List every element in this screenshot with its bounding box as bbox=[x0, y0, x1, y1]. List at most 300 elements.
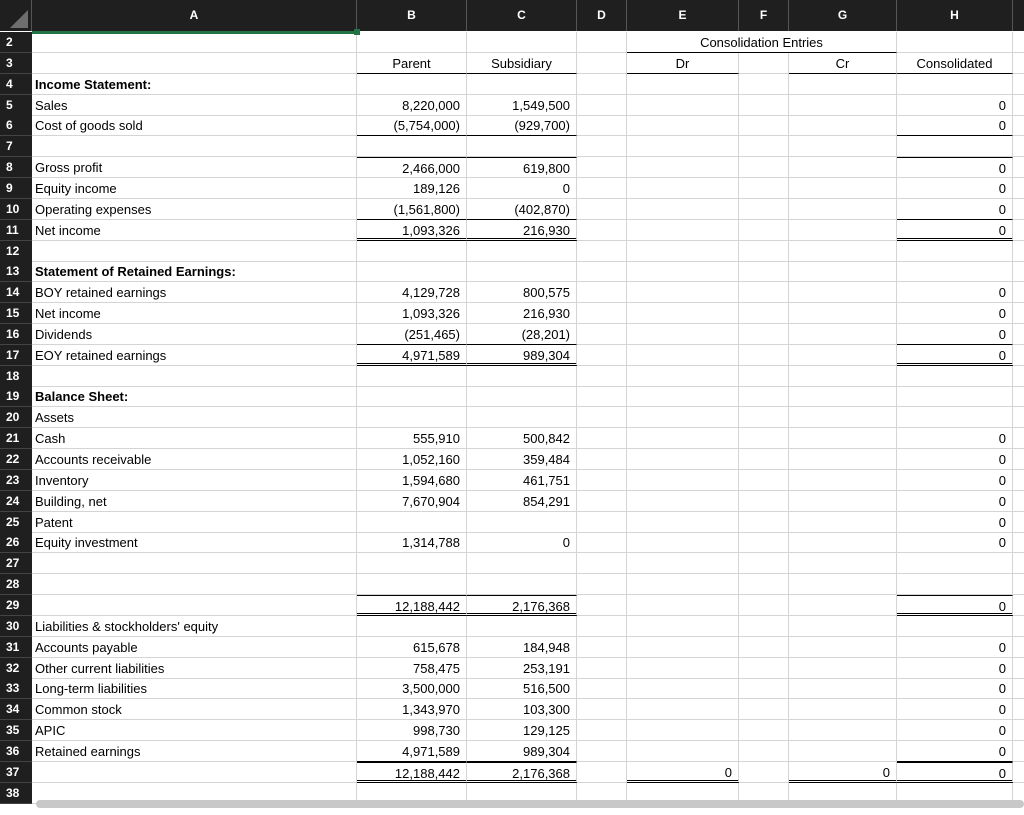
cell-e[interactable] bbox=[627, 324, 739, 345]
cell-b[interactable]: 2,466,000 bbox=[357, 157, 467, 178]
cell-h[interactable]: 0 bbox=[897, 449, 1013, 470]
cell-e[interactable] bbox=[627, 449, 739, 470]
row-header[interactable]: 8 bbox=[0, 157, 32, 178]
row-header[interactable]: 20 bbox=[0, 407, 32, 428]
cell-i[interactable] bbox=[1013, 491, 1024, 512]
cell-c[interactable]: 359,484 bbox=[467, 449, 577, 470]
column-header-f[interactable]: F bbox=[739, 0, 789, 31]
cell-i[interactable] bbox=[1013, 241, 1024, 262]
cell-b[interactable]: 3,500,000 bbox=[357, 678, 467, 699]
cell-h[interactable]: 0 bbox=[897, 762, 1013, 783]
cell-b[interactable]: 1,052,160 bbox=[357, 449, 467, 470]
cell-b[interactable]: 555,910 bbox=[357, 428, 467, 449]
cell-i[interactable] bbox=[1013, 32, 1024, 53]
cell-b[interactable] bbox=[357, 366, 467, 387]
cell-h[interactable]: 0 bbox=[897, 199, 1013, 220]
cell-h[interactable] bbox=[897, 261, 1013, 282]
cell-i[interactable] bbox=[1013, 282, 1024, 303]
cell-i[interactable] bbox=[1013, 470, 1024, 491]
cell-f[interactable] bbox=[739, 741, 789, 762]
cell-a[interactable]: Sales bbox=[32, 95, 357, 116]
row-header[interactable]: 30 bbox=[0, 616, 32, 637]
cell-d[interactable] bbox=[577, 386, 627, 407]
cell-c[interactable]: 184,948 bbox=[467, 637, 577, 658]
cell-a[interactable]: Inventory bbox=[32, 470, 357, 491]
cell-g[interactable] bbox=[789, 199, 897, 220]
cell-c[interactable]: 0 bbox=[467, 178, 577, 199]
cell-d[interactable] bbox=[577, 595, 627, 616]
cell-a[interactable]: Statement of Retained Earnings: bbox=[32, 261, 357, 282]
cell-f[interactable] bbox=[739, 282, 789, 303]
cell-b[interactable]: 7,670,904 bbox=[357, 491, 467, 512]
cell-g[interactable] bbox=[789, 241, 897, 262]
cell-a[interactable]: Gross profit bbox=[32, 157, 357, 178]
cell-g[interactable] bbox=[789, 178, 897, 199]
cell-e[interactable] bbox=[627, 345, 739, 366]
cell-c[interactable]: (929,700) bbox=[467, 115, 577, 136]
cell-b[interactable]: 615,678 bbox=[357, 637, 467, 658]
cell-g[interactable] bbox=[789, 366, 897, 387]
cr-header[interactable]: Cr bbox=[789, 53, 897, 74]
cell-h[interactable] bbox=[897, 574, 1013, 595]
cell-a[interactable] bbox=[32, 366, 357, 387]
cell-h[interactable]: 0 bbox=[897, 324, 1013, 345]
cell-g[interactable] bbox=[789, 470, 897, 491]
cell-h[interactable]: 0 bbox=[897, 115, 1013, 136]
cell-f[interactable] bbox=[739, 157, 789, 178]
cell-g[interactable] bbox=[789, 136, 897, 157]
cell-i[interactable] bbox=[1013, 699, 1024, 720]
cell-d[interactable] bbox=[577, 449, 627, 470]
cell-d[interactable] bbox=[577, 407, 627, 428]
row-header[interactable]: 28 bbox=[0, 574, 32, 595]
row-header[interactable]: 22 bbox=[0, 449, 32, 470]
cell-c[interactable]: 2,176,368 bbox=[467, 595, 577, 616]
cell-b[interactable] bbox=[357, 407, 467, 428]
row-header[interactable]: 21 bbox=[0, 428, 32, 449]
cell-a[interactable]: EOY retained earnings bbox=[32, 345, 357, 366]
row-header[interactable]: 18 bbox=[0, 366, 32, 387]
row-header[interactable]: 38 bbox=[0, 783, 32, 804]
cell-d[interactable] bbox=[577, 658, 627, 679]
cell-d[interactable] bbox=[577, 32, 627, 53]
cell-h[interactable]: 0 bbox=[897, 637, 1013, 658]
row-header[interactable]: 9 bbox=[0, 178, 32, 199]
cell-a[interactable]: Assets bbox=[32, 407, 357, 428]
cell-f[interactable] bbox=[739, 574, 789, 595]
cell-f[interactable] bbox=[739, 386, 789, 407]
cell-e[interactable] bbox=[627, 699, 739, 720]
cell-e[interactable] bbox=[627, 199, 739, 220]
cell-c[interactable] bbox=[467, 366, 577, 387]
row-header[interactable]: 31 bbox=[0, 637, 32, 658]
column-header-c[interactable]: C bbox=[467, 0, 577, 31]
cell-h[interactable]: 0 bbox=[897, 512, 1013, 533]
cell-d[interactable] bbox=[577, 324, 627, 345]
cell-i[interactable] bbox=[1013, 199, 1024, 220]
cell-g[interactable] bbox=[789, 595, 897, 616]
cell-e[interactable] bbox=[627, 74, 739, 95]
cell-c[interactable]: 989,304 bbox=[467, 345, 577, 366]
column-header-b[interactable]: B bbox=[357, 0, 467, 31]
cell-i[interactable] bbox=[1013, 220, 1024, 241]
cell-b[interactable]: 1,314,788 bbox=[357, 532, 467, 553]
cell-c[interactable]: 516,500 bbox=[467, 678, 577, 699]
cell-c[interactable]: 103,300 bbox=[467, 699, 577, 720]
cell-e[interactable] bbox=[627, 136, 739, 157]
cell-i[interactable] bbox=[1013, 74, 1024, 95]
row-header[interactable]: 13 bbox=[0, 261, 32, 282]
consolidation-entries-label[interactable]: Consolidation Entries bbox=[627, 32, 897, 53]
cell-a[interactable]: Accounts receivable bbox=[32, 449, 357, 470]
cell-c[interactable]: 800,575 bbox=[467, 282, 577, 303]
cell-e[interactable] bbox=[627, 261, 739, 282]
cell-c[interactable]: 2,176,368 bbox=[467, 762, 577, 783]
cell-c[interactable] bbox=[467, 553, 577, 574]
cell-d[interactable] bbox=[577, 136, 627, 157]
cell-a[interactable] bbox=[32, 762, 357, 783]
dr-header[interactable]: Dr bbox=[627, 53, 739, 74]
cell-f[interactable] bbox=[739, 512, 789, 533]
column-header-h[interactable]: H bbox=[897, 0, 1013, 31]
row-header[interactable]: 2 bbox=[0, 32, 32, 53]
cell-c[interactable]: (402,870) bbox=[467, 199, 577, 220]
row-header[interactable]: 32 bbox=[0, 658, 32, 679]
cell-c[interactable] bbox=[467, 32, 577, 53]
cell-h[interactable] bbox=[897, 616, 1013, 637]
cell-g[interactable] bbox=[789, 741, 897, 762]
cell-b[interactable]: 4,971,589 bbox=[357, 345, 467, 366]
cell-d[interactable] bbox=[577, 199, 627, 220]
cell-g[interactable] bbox=[789, 407, 897, 428]
cell-a[interactable] bbox=[32, 53, 357, 74]
cell-d[interactable] bbox=[577, 616, 627, 637]
cell-c[interactable]: 0 bbox=[467, 532, 577, 553]
cell-e[interactable] bbox=[627, 115, 739, 136]
cell-e[interactable] bbox=[627, 95, 739, 116]
cell-d[interactable] bbox=[577, 678, 627, 699]
cell-b[interactable]: (5,754,000) bbox=[357, 115, 467, 136]
cell-b[interactable]: (1,561,800) bbox=[357, 199, 467, 220]
cell-c[interactable] bbox=[467, 512, 577, 533]
cell-i[interactable] bbox=[1013, 386, 1024, 407]
cell-b[interactable]: 12,188,442 bbox=[357, 595, 467, 616]
cell-g[interactable] bbox=[789, 261, 897, 282]
cell-f[interactable] bbox=[739, 95, 789, 116]
cell-e[interactable] bbox=[627, 220, 739, 241]
cell-i[interactable] bbox=[1013, 595, 1024, 616]
cell-a[interactable] bbox=[32, 241, 357, 262]
row-header[interactable]: 3 bbox=[0, 53, 32, 74]
cell-b[interactable] bbox=[357, 32, 467, 53]
cell-a[interactable]: Dividends bbox=[32, 324, 357, 345]
cell-d[interactable] bbox=[577, 470, 627, 491]
cell-d[interactable] bbox=[577, 532, 627, 553]
cell-a[interactable]: Long-term liabilities bbox=[32, 678, 357, 699]
cell-i[interactable] bbox=[1013, 53, 1024, 74]
cell-g[interactable] bbox=[789, 428, 897, 449]
cell-h[interactable] bbox=[897, 407, 1013, 428]
cell-g[interactable] bbox=[789, 449, 897, 470]
cell-h[interactable]: 0 bbox=[897, 678, 1013, 699]
cell-a[interactable]: Equity income bbox=[32, 178, 357, 199]
row-header[interactable]: 15 bbox=[0, 303, 32, 324]
row-header[interactable]: 24 bbox=[0, 491, 32, 512]
cell-d[interactable] bbox=[577, 95, 627, 116]
cell-d[interactable] bbox=[577, 741, 627, 762]
cell-d[interactable] bbox=[577, 115, 627, 136]
cell-g[interactable] bbox=[789, 699, 897, 720]
cell-g[interactable]: 0 bbox=[789, 762, 897, 783]
cell-g[interactable] bbox=[789, 553, 897, 574]
row-header[interactable]: 16 bbox=[0, 324, 32, 345]
cell-b[interactable]: 12,188,442 bbox=[357, 762, 467, 783]
cell-a[interactable]: Operating expenses bbox=[32, 199, 357, 220]
cell-f[interactable] bbox=[739, 261, 789, 282]
row-header[interactable]: 17 bbox=[0, 345, 32, 366]
column-header-a[interactable]: A bbox=[32, 0, 357, 31]
cell-c[interactable] bbox=[467, 386, 577, 407]
cell-a[interactable]: Accounts payable bbox=[32, 637, 357, 658]
cell-d[interactable] bbox=[577, 178, 627, 199]
cell-d[interactable] bbox=[577, 574, 627, 595]
cell-f[interactable] bbox=[739, 53, 789, 74]
row-header[interactable]: 26 bbox=[0, 532, 32, 553]
cell-g[interactable] bbox=[789, 386, 897, 407]
cell-c[interactable]: 216,930 bbox=[467, 220, 577, 241]
cell-b[interactable] bbox=[357, 136, 467, 157]
cell-i[interactable] bbox=[1013, 157, 1024, 178]
cell-d[interactable] bbox=[577, 74, 627, 95]
cell-f[interactable] bbox=[739, 178, 789, 199]
cell-g[interactable] bbox=[789, 282, 897, 303]
column-header-d[interactable]: D bbox=[577, 0, 627, 31]
cell-a[interactable]: Other current liabilities bbox=[32, 658, 357, 679]
cell-a[interactable]: Income Statement: bbox=[32, 74, 357, 95]
cell-h[interactable]: 0 bbox=[897, 345, 1013, 366]
row-header[interactable]: 10 bbox=[0, 199, 32, 220]
cell-f[interactable] bbox=[739, 553, 789, 574]
column-header-g[interactable]: G bbox=[789, 0, 897, 31]
cell-g[interactable] bbox=[789, 574, 897, 595]
cell-h[interactable]: 0 bbox=[897, 178, 1013, 199]
cell-i[interactable] bbox=[1013, 115, 1024, 136]
cell-h[interactable] bbox=[897, 32, 1013, 53]
cell-f[interactable] bbox=[739, 595, 789, 616]
cell-e[interactable] bbox=[627, 428, 739, 449]
cell-i[interactable] bbox=[1013, 741, 1024, 762]
cell-e[interactable] bbox=[627, 303, 739, 324]
cell-g[interactable] bbox=[789, 678, 897, 699]
cell-c[interactable]: 500,842 bbox=[467, 428, 577, 449]
cell-h[interactable] bbox=[897, 386, 1013, 407]
cell-a[interactable]: Balance Sheet: bbox=[32, 386, 357, 407]
row-header[interactable]: 6 bbox=[0, 115, 32, 136]
consolidated-header[interactable]: Consolidated bbox=[897, 53, 1013, 74]
cell-h[interactable]: 0 bbox=[897, 532, 1013, 553]
cell-b[interactable]: 8,220,000 bbox=[357, 95, 467, 116]
cell-e[interactable] bbox=[627, 178, 739, 199]
cell-g[interactable] bbox=[789, 491, 897, 512]
cell-c[interactable] bbox=[467, 616, 577, 637]
row-header[interactable]: 23 bbox=[0, 470, 32, 491]
cell-f[interactable] bbox=[739, 491, 789, 512]
cell-b[interactable] bbox=[357, 512, 467, 533]
cell-b[interactable] bbox=[357, 574, 467, 595]
cell-a[interactable] bbox=[32, 136, 357, 157]
cell-f[interactable] bbox=[739, 136, 789, 157]
cell-c[interactable] bbox=[467, 407, 577, 428]
row-header[interactable]: 14 bbox=[0, 282, 32, 303]
cell-h[interactable] bbox=[897, 136, 1013, 157]
row-header[interactable]: 5 bbox=[0, 95, 32, 116]
cell-a[interactable] bbox=[32, 595, 357, 616]
row-header[interactable]: 19 bbox=[0, 386, 32, 407]
cell-i[interactable] bbox=[1013, 637, 1024, 658]
cell-a[interactable]: Net income bbox=[32, 220, 357, 241]
cell-c[interactable] bbox=[467, 241, 577, 262]
cell-a[interactable]: Cash bbox=[32, 428, 357, 449]
cell-e[interactable] bbox=[627, 532, 739, 553]
cell-a[interactable]: Retained earnings bbox=[32, 741, 357, 762]
cell-h[interactable]: 0 bbox=[897, 658, 1013, 679]
cell-c[interactable]: 989,304 bbox=[467, 741, 577, 762]
cell-g[interactable] bbox=[789, 512, 897, 533]
fill-handle[interactable] bbox=[354, 29, 360, 35]
cell-a[interactable]: Patent bbox=[32, 512, 357, 533]
cell-h[interactable]: 0 bbox=[897, 699, 1013, 720]
cell-g[interactable] bbox=[789, 532, 897, 553]
cell-b[interactable]: 998,730 bbox=[357, 720, 467, 741]
cell-h[interactable]: 0 bbox=[897, 220, 1013, 241]
cell-e[interactable] bbox=[627, 157, 739, 178]
cell-e[interactable] bbox=[627, 741, 739, 762]
cell-d[interactable] bbox=[577, 282, 627, 303]
cell-b[interactable]: 1,093,326 bbox=[357, 303, 467, 324]
cell-c[interactable]: (28,201) bbox=[467, 324, 577, 345]
cell-a[interactable]: Liabilities & stockholders' equity bbox=[32, 616, 357, 637]
cell-f[interactable] bbox=[739, 470, 789, 491]
cell-e[interactable] bbox=[627, 720, 739, 741]
cell-e[interactable] bbox=[627, 658, 739, 679]
row-header[interactable]: 11 bbox=[0, 220, 32, 241]
cell-e[interactable] bbox=[627, 553, 739, 574]
cell-f[interactable] bbox=[739, 678, 789, 699]
cell-h[interactable]: 0 bbox=[897, 282, 1013, 303]
cell-f[interactable] bbox=[739, 74, 789, 95]
cell-a[interactable]: Net income bbox=[32, 303, 357, 324]
cell-e[interactable] bbox=[627, 512, 739, 533]
cell-d[interactable] bbox=[577, 720, 627, 741]
cell-g[interactable] bbox=[789, 303, 897, 324]
cell-i[interactable] bbox=[1013, 512, 1024, 533]
cell-h[interactable] bbox=[897, 241, 1013, 262]
cell-f[interactable] bbox=[739, 407, 789, 428]
cell-g[interactable] bbox=[789, 220, 897, 241]
cell-b[interactable]: 758,475 bbox=[357, 658, 467, 679]
cell-d[interactable] bbox=[577, 762, 627, 783]
cell-c[interactable]: 461,751 bbox=[467, 470, 577, 491]
cell-h[interactable] bbox=[897, 553, 1013, 574]
cell-i[interactable] bbox=[1013, 136, 1024, 157]
cell-b[interactable]: 4,971,589 bbox=[357, 741, 467, 762]
cell-f[interactable] bbox=[739, 720, 789, 741]
cell-i[interactable] bbox=[1013, 532, 1024, 553]
cell-c[interactable]: 216,930 bbox=[467, 303, 577, 324]
cell-g[interactable] bbox=[789, 616, 897, 637]
cell-d[interactable] bbox=[577, 428, 627, 449]
horizontal-scrollbar[interactable] bbox=[36, 800, 1024, 808]
cell-a[interactable]: Cost of goods sold bbox=[32, 115, 357, 136]
cell-g[interactable] bbox=[789, 74, 897, 95]
cell-e[interactable] bbox=[627, 637, 739, 658]
cell-h[interactable]: 0 bbox=[897, 595, 1013, 616]
subsidiary-header[interactable]: Subsidiary bbox=[467, 53, 577, 74]
row-header[interactable]: 7 bbox=[0, 136, 32, 157]
row-header[interactable]: 35 bbox=[0, 720, 32, 741]
cell-i[interactable] bbox=[1013, 616, 1024, 637]
cell-b[interactable] bbox=[357, 553, 467, 574]
cell-i[interactable] bbox=[1013, 324, 1024, 345]
cell-f[interactable] bbox=[739, 241, 789, 262]
cell-e[interactable] bbox=[627, 470, 739, 491]
cell-i[interactable] bbox=[1013, 303, 1024, 324]
cell-c[interactable] bbox=[467, 136, 577, 157]
cell-f[interactable] bbox=[739, 762, 789, 783]
cell-a[interactable]: Building, net bbox=[32, 491, 357, 512]
cell-f[interactable] bbox=[739, 532, 789, 553]
cell-c[interactable]: 129,125 bbox=[467, 720, 577, 741]
cell-h[interactable]: 0 bbox=[897, 303, 1013, 324]
cell-e[interactable] bbox=[627, 407, 739, 428]
cell-i[interactable] bbox=[1013, 428, 1024, 449]
cell-b[interactable]: 1,093,326 bbox=[357, 220, 467, 241]
cell-a[interactable]: Common stock bbox=[32, 699, 357, 720]
cell-g[interactable] bbox=[789, 324, 897, 345]
row-header[interactable]: 4 bbox=[0, 74, 32, 95]
cell-i[interactable] bbox=[1013, 678, 1024, 699]
cell-i[interactable] bbox=[1013, 178, 1024, 199]
row-header[interactable]: 36 bbox=[0, 741, 32, 762]
cell-b[interactable]: (251,465) bbox=[357, 324, 467, 345]
cell-e[interactable] bbox=[627, 386, 739, 407]
cell-i[interactable] bbox=[1013, 449, 1024, 470]
cell-a[interactable]: APIC bbox=[32, 720, 357, 741]
cell-g[interactable] bbox=[789, 720, 897, 741]
cell-f[interactable] bbox=[739, 658, 789, 679]
cell-b[interactable]: 4,129,728 bbox=[357, 282, 467, 303]
cell-i[interactable] bbox=[1013, 553, 1024, 574]
cell-h[interactable]: 0 bbox=[897, 470, 1013, 491]
cell-d[interactable] bbox=[577, 345, 627, 366]
cell-i[interactable] bbox=[1013, 574, 1024, 595]
cell-b[interactable]: 1,343,970 bbox=[357, 699, 467, 720]
cell-b[interactable]: 1,594,680 bbox=[357, 470, 467, 491]
cell-e[interactable] bbox=[627, 241, 739, 262]
cell-i[interactable] bbox=[1013, 720, 1024, 741]
cell-e[interactable] bbox=[627, 491, 739, 512]
cell-b[interactable] bbox=[357, 74, 467, 95]
cell-f[interactable] bbox=[739, 220, 789, 241]
column-header-e[interactable]: E bbox=[627, 0, 739, 31]
cell-c[interactable]: 253,191 bbox=[467, 658, 577, 679]
cell-h[interactable]: 0 bbox=[897, 491, 1013, 512]
cell-a[interactable]: BOY retained earnings bbox=[32, 282, 357, 303]
cell-c[interactable]: 854,291 bbox=[467, 491, 577, 512]
cell-h[interactable]: 0 bbox=[897, 95, 1013, 116]
cell-i[interactable] bbox=[1013, 762, 1024, 783]
cell-h[interactable]: 0 bbox=[897, 741, 1013, 762]
